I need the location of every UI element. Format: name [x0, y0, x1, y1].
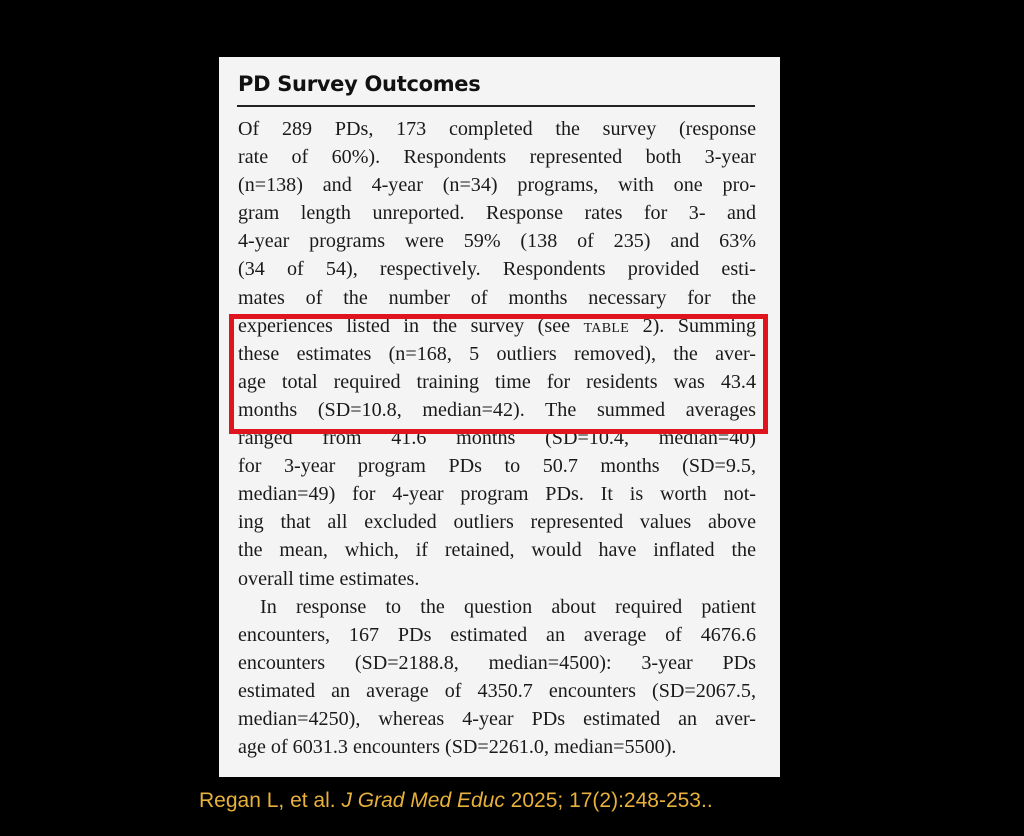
paragraph-2-line-4: estimated an average of 4350.7 encounters (SD=2067.5,: [238, 679, 756, 702]
paragraph-1-line-7: mates of the number of months necessary for the: [238, 286, 756, 309]
paragraph-2-line-6: age of 6031.3 encounters (SD=2261.0, median=5500).: [238, 736, 677, 759]
citation-details: 2025; 17(2):248-253..: [504, 789, 713, 812]
paragraph-1-line-12: ranged from 41.6 months (SD=10.4, median=40): [238, 427, 756, 450]
paragraph-1-line-11: months (SD=10.8, median=42). The summed averages: [238, 398, 756, 421]
heading-divider: [237, 105, 755, 107]
line-8-end: 2). Summing: [629, 314, 756, 337]
paragraph-1-line-6: (34 of 54), respectively. Respondents provided esti-: [238, 258, 756, 281]
paragraph-1-line-1: Of 289 PDs, 173 completed the survey (response: [238, 118, 756, 140]
paragraph-1-line-4: gram length unreported. Response rates for 3- and: [238, 202, 756, 225]
paragraph-1-line-15: ing that all excluded outliers represented values above: [238, 511, 756, 534]
citation-journal: J Grad Med Educ: [341, 789, 505, 812]
paragraph-1-line-2: rate of 60%). Respondents represented both 3-year: [238, 146, 756, 169]
paragraph-2-line-1: In response to the question about required patient: [260, 595, 756, 618]
paragraph-1-line-17: overall time estimates.: [238, 567, 420, 590]
article-body: [238, 115, 756, 761]
paragraph-2-line-2: encounters, 167 PDs estimated an average of 4676.6: [238, 623, 756, 646]
table-reference: TABLE: [583, 320, 630, 336]
paragraph-2-line-5: median=4250), whereas 4-year PDs estimated an aver-: [238, 707, 756, 730]
paragraph-1-line-3: (n=138) and 4-year (n=34) programs, with one pro-: [238, 174, 756, 197]
paragraph-2-line-3: encounters (SD=2188.8, median=4500): 3-year PDs: [238, 651, 756, 674]
paragraph-1-line-10: age total required training time for residents was 43.4: [238, 370, 756, 393]
paragraph-1-line-16: the mean, which, if retained, would have inflated the: [238, 539, 756, 562]
section-heading: PD Survey Outcomes: [238, 72, 481, 96]
citation: [199, 789, 713, 813]
highlight-annotation-box: [229, 314, 768, 434]
paragraph-1-line-14: median=49) for 4-year program PDs. It is worth not-: [238, 483, 756, 506]
citation-authors: Regan L, et al.: [199, 789, 342, 812]
paragraph-1-line-9: these estimates (n=168, 5 outliers removed), the aver-: [238, 342, 756, 365]
line-8-start: experiences listed in the survey (see: [238, 314, 584, 337]
paragraph-1-line-5: 4-year programs were 59% (138 of 235) and 63%: [238, 230, 756, 253]
paragraph-1-line-13: for 3-year program PDs to 50.7 months (SD=9.5,: [238, 455, 756, 478]
